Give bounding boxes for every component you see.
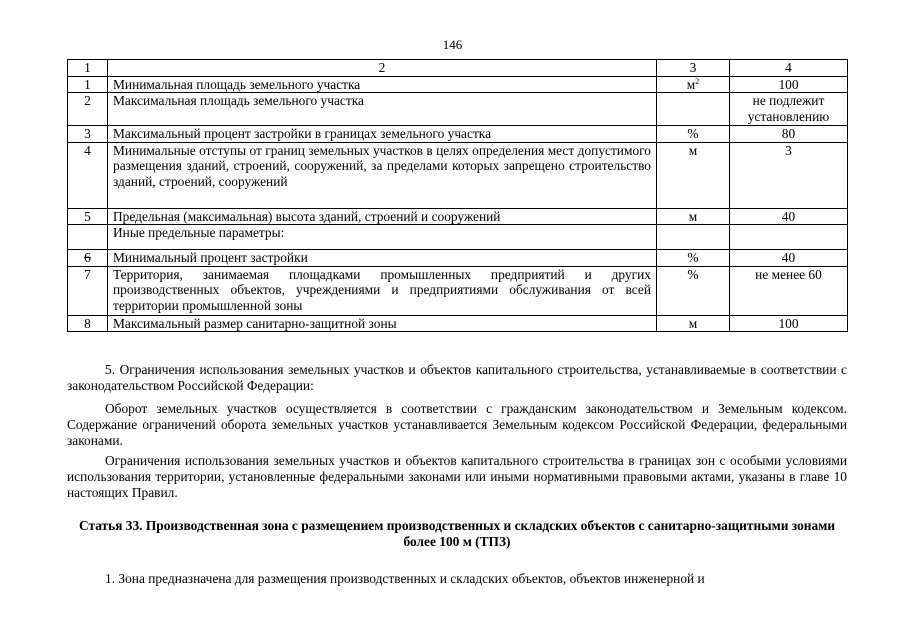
table-row (68, 93, 848, 126)
row-parameter: Минимальная площадь земельного участка (108, 76, 657, 93)
table-row (68, 266, 848, 315)
row-parameter: Минимальные отступы от границ земельных участков в целях определения мест допустимого размещения зданий, строений, сооружений, за пределами которых запрещено строительство зданий, строений, сооружений (108, 142, 657, 208)
row-unit (657, 93, 730, 126)
row-value: 100 (730, 315, 848, 332)
row-value: 40 (730, 208, 848, 225)
zone-purpose-paragraph-block (67, 571, 847, 587)
row-parameter: Иные предельные параметры: (108, 225, 657, 250)
row-number: 6 (68, 250, 108, 267)
row-value: 80 (730, 126, 848, 143)
paragraph-section-5: 5. Ограничения использования земельных участков и объектов капитального строительства, устанавливаемые в соответствии с законодательством Российской Федерации: (67, 362, 847, 393)
row-unit: м (657, 315, 730, 332)
row-unit: % (657, 250, 730, 267)
row-parameter: Максимальный размер санитарно-защитной зоны (108, 315, 657, 332)
row-parameter: Предельная (максимальная) высота зданий, строений и сооружений (108, 208, 657, 225)
row-unit: $м^2$ (657, 76, 730, 93)
row-value (730, 225, 848, 250)
header-cell-3: 3 (657, 60, 730, 77)
row-number: 4 (68, 142, 108, 208)
row-parameter: Максимальная площадь земельного участка (108, 93, 657, 126)
row-unit (657, 225, 730, 250)
table-header-row (68, 60, 848, 77)
row-parameter: Территория, занимаемая площадками промышленных предприятий и других производственных объектов, учреждениями и предприятиями обслуживания от всей территории промышленной зоны (108, 266, 657, 315)
table-row (68, 76, 848, 93)
paragraph-land-turnover: Оборот земельных участков осуществляется в соответствии с гражданским законодательством и Земельным кодексом. Содержание ограничений оборота земельных участков устанавливается Земельным кодексом Российской Федерации, федеральными законами. (67, 401, 847, 448)
row-value: 100 (730, 76, 848, 93)
restrictions-paragraph-block (67, 453, 847, 500)
row-value: не менее 60 (730, 266, 848, 315)
page-number: 146 (442, 37, 463, 52)
row-value: не подлежит установлению (730, 93, 848, 126)
table-row (68, 126, 848, 143)
paragraph-restrictions: Ограничения использования земельных участков и объектов капитального строительства в границах зон с особыми условиями использования территории, установленные федеральными законами или иными нормативными правовыми актами, указаны в главе 10 настоящих Правил. (67, 453, 847, 500)
header-cell-4: 4 (730, 60, 848, 77)
table-row (68, 250, 848, 267)
row-unit: м (657, 142, 730, 208)
row-number: 2 (68, 93, 108, 126)
article-heading: Статья 33. Производственная зона с размещением производственных и складских объектов с санитарно-защитными зонами более 100 м (ТПЗ) (78, 518, 836, 549)
table-row (68, 225, 848, 250)
row-parameter: Минимальный процент застройки (108, 250, 657, 267)
row-number: 5 (68, 208, 108, 225)
row-number: 7 (68, 266, 108, 315)
row-unit: м (657, 208, 730, 225)
header-cell-2: 2 (108, 60, 657, 77)
row-parameter: Максимальный процент застройки в границах земельного участка (108, 126, 657, 143)
parameters-table (67, 59, 848, 332)
header-cell-1: 1 (68, 60, 108, 77)
row-number: 1 (68, 76, 108, 93)
row-value: 40 (730, 250, 848, 267)
row-number: 3 (68, 126, 108, 143)
article-heading-block (70, 518, 844, 550)
row-unit: % (657, 126, 730, 143)
row-number (68, 225, 108, 250)
row-value: 3 (730, 142, 848, 208)
turnover-paragraph-block (67, 401, 847, 448)
row-unit: % (657, 266, 730, 315)
table-row (68, 208, 848, 225)
row-number: 8 (68, 315, 108, 332)
paragraph-zone-purpose: 1. Зона предназначена для размещения производственных и складских объектов, объектов инженерной и (105, 571, 705, 586)
table-row (68, 315, 848, 332)
table-row (68, 142, 848, 208)
section-5-paragraph-block (67, 362, 847, 394)
